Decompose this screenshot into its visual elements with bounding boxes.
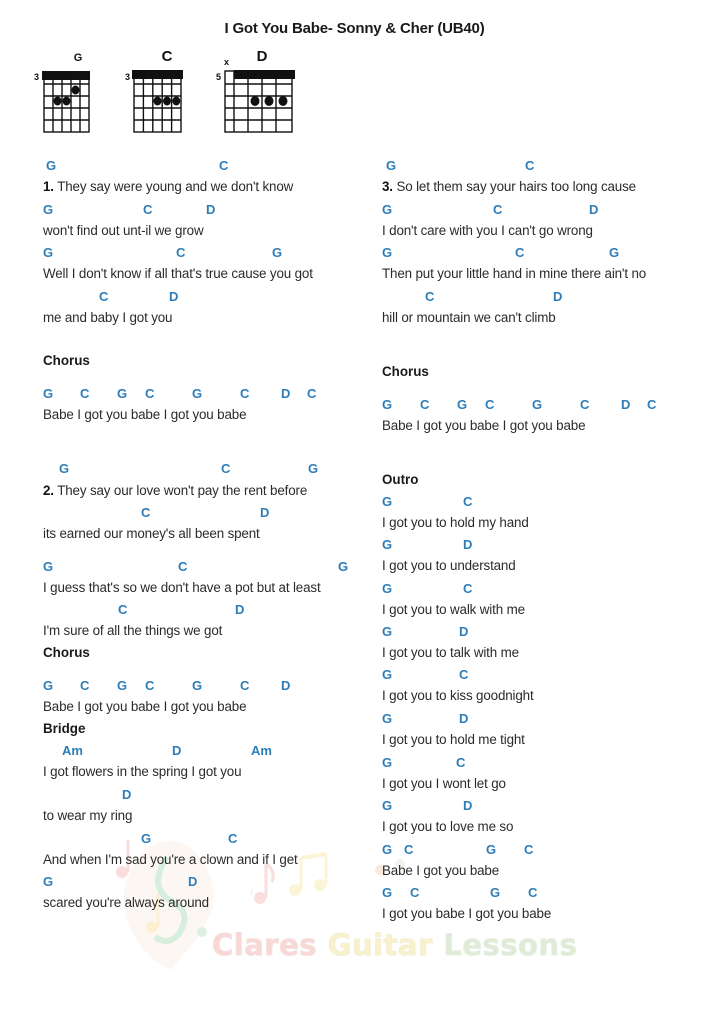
watermark-word: Guitar — [327, 928, 433, 962]
chord: C — [141, 505, 151, 520]
chord: C — [485, 397, 495, 412]
chord: C — [515, 245, 525, 260]
lyric-line: I'm sure of all the things we got — [43, 623, 223, 638]
chord: D — [235, 602, 245, 617]
chord: G — [141, 831, 152, 846]
chord: C — [143, 202, 153, 217]
chord: G — [382, 711, 393, 726]
lyric-line: Babe I got you babe I got you babe — [43, 407, 247, 422]
chord-diagram-name: D — [256, 48, 268, 65]
chord: C — [219, 158, 229, 173]
chord: G — [272, 245, 283, 260]
chord: D — [463, 537, 473, 552]
chord: C — [456, 755, 466, 770]
chord: G — [382, 397, 393, 412]
lyric-line: won't find out unt-il we grow — [43, 223, 204, 238]
chord: G — [490, 885, 501, 900]
lyric-line: Well I don't know if all that's true cause you got — [43, 266, 313, 281]
chord: Am — [62, 743, 83, 758]
chord: C — [459, 667, 469, 682]
chord: D — [281, 386, 291, 401]
chord: Am — [251, 743, 272, 758]
lyric-line: scared you're always around — [43, 895, 209, 910]
chord: G — [192, 386, 203, 401]
lyric-line: Babe I got you babe I got you babe — [382, 418, 586, 433]
chord: C — [463, 581, 473, 596]
chord: G — [382, 624, 393, 639]
chord: G — [43, 874, 54, 889]
lyric-line: I don't care with you I can't go wrong — [382, 223, 593, 238]
lyric-text: They say were young and we don't know — [53, 179, 294, 194]
lyric-line: I got you I wont let go — [382, 776, 506, 791]
chord: D — [169, 289, 179, 304]
chord: G — [308, 461, 319, 476]
chord: G — [486, 842, 497, 857]
lyric-line: Babe I got you babe — [382, 863, 500, 878]
chord: G — [382, 494, 393, 509]
lyric-line: I got you to kiss goodnight — [382, 688, 534, 703]
section-heading: Outro — [382, 472, 419, 487]
chord: C — [580, 397, 590, 412]
watermark-text — [212, 928, 577, 962]
lyric-line: hill or mountain we can't climb — [382, 310, 556, 325]
chord: C — [145, 386, 155, 401]
song-title: I Got You Babe- Sonny & Cher (UB40) — [224, 20, 485, 37]
chord: G — [382, 245, 393, 260]
lyric-line: Babe I got you babe I got you babe — [43, 699, 247, 714]
chord-diagram-name: G — [73, 52, 83, 64]
chord: D — [553, 289, 563, 304]
chord: G — [59, 461, 70, 476]
chord: G — [192, 678, 203, 693]
fret-label: 5 — [216, 72, 222, 82]
lyric-line: I got you to understand — [382, 558, 516, 573]
c-chord-grid-icon — [125, 66, 185, 136]
section-heading: Chorus — [43, 645, 90, 660]
verse-number: 2. — [43, 483, 54, 498]
chord: C — [240, 678, 250, 693]
chord: G — [382, 581, 393, 596]
fret-label: 3 — [34, 72, 40, 82]
lyric-line — [382, 179, 636, 194]
lyric-line: I got you to love me so — [382, 819, 514, 834]
lyric-line: I got you to talk with me — [382, 645, 519, 660]
lyric-line: to wear my ring — [43, 808, 133, 823]
chord: D — [459, 624, 469, 639]
chord: G — [43, 245, 54, 260]
chord: C — [80, 386, 90, 401]
verse-number: 1. — [43, 179, 54, 194]
chord: D — [621, 397, 631, 412]
lyric-line — [43, 483, 307, 498]
chord: G — [338, 559, 349, 574]
g-chord-grid-icon — [34, 66, 94, 136]
chord: C — [404, 842, 414, 857]
chord: C — [463, 494, 473, 509]
chord: C — [528, 885, 538, 900]
chord: C — [524, 842, 534, 857]
chord: G — [382, 885, 393, 900]
chord: C — [410, 885, 420, 900]
lyric-line: I got you to walk with me — [382, 602, 525, 617]
chord: D — [589, 202, 599, 217]
lyric-line: I got you babe I got you babe — [382, 906, 552, 921]
watermark-word: Clares — [212, 928, 318, 962]
chord: C — [99, 289, 109, 304]
chord: C — [228, 831, 238, 846]
chord: G — [43, 386, 54, 401]
lyric-line: I got flowers in the spring I got you — [43, 764, 242, 779]
chord: G — [382, 842, 393, 857]
chord: G — [609, 245, 620, 260]
chord: C — [221, 461, 231, 476]
lyric-line: me and baby I got you — [43, 310, 173, 325]
chord: D — [459, 711, 469, 726]
chord: C — [420, 397, 430, 412]
chord: D — [122, 787, 132, 802]
chord: C — [240, 386, 250, 401]
lyric-line: I guess that's so we don't have a pot but at least — [43, 580, 321, 595]
muted-string-marker: x — [224, 57, 230, 67]
chord: C — [525, 158, 535, 173]
chord: G — [382, 537, 393, 552]
chord: G — [382, 667, 393, 682]
chord: C — [493, 202, 503, 217]
chord: C — [80, 678, 90, 693]
chord: C — [118, 602, 128, 617]
chord: D — [172, 743, 182, 758]
chord: G — [43, 678, 54, 693]
fret-label: 3 — [125, 72, 131, 82]
section-heading: Bridge — [43, 721, 86, 736]
chord: G — [117, 386, 128, 401]
chord: G — [117, 678, 128, 693]
watermark-word: Lessons — [443, 928, 578, 962]
chord: G — [382, 755, 393, 770]
verse-number: 3. — [382, 179, 393, 194]
chord: G — [457, 397, 468, 412]
chord: D — [206, 202, 216, 217]
chord: C — [178, 559, 188, 574]
chord: G — [46, 158, 57, 173]
chord-diagram-name: C — [161, 48, 173, 65]
lyric-line: Then put your little hand in mine there ain't no — [382, 266, 647, 281]
d-chord-grid-icon — [216, 66, 298, 136]
chord: G — [382, 202, 393, 217]
chord: D — [260, 505, 270, 520]
lyric-line: I got you to hold my hand — [382, 515, 529, 530]
chord: C — [176, 245, 186, 260]
section-heading: Chorus — [43, 353, 90, 368]
lyric-text: So let them say your hairs too long cause — [392, 179, 636, 194]
section-heading: Chorus — [382, 364, 429, 379]
chord: D — [463, 798, 473, 813]
chord: D — [281, 678, 291, 693]
chord: G — [386, 158, 397, 173]
lyric-text: They say our love won't pay the rent before — [53, 483, 308, 498]
lyric-line: its earned our money's all been spent — [43, 526, 260, 541]
chord: C — [425, 289, 435, 304]
chord: C — [647, 397, 657, 412]
lyric-line: And when I'm sad you're a clown and if I get — [43, 852, 298, 867]
chord: D — [188, 874, 198, 889]
chord: C — [145, 678, 155, 693]
chord: G — [532, 397, 543, 412]
chord: G — [43, 559, 54, 574]
chord: G — [43, 202, 54, 217]
chord: G — [382, 798, 393, 813]
lyric-line: I got you to hold me tight — [382, 732, 525, 747]
chord: C — [307, 386, 317, 401]
lyric-line — [43, 179, 293, 194]
